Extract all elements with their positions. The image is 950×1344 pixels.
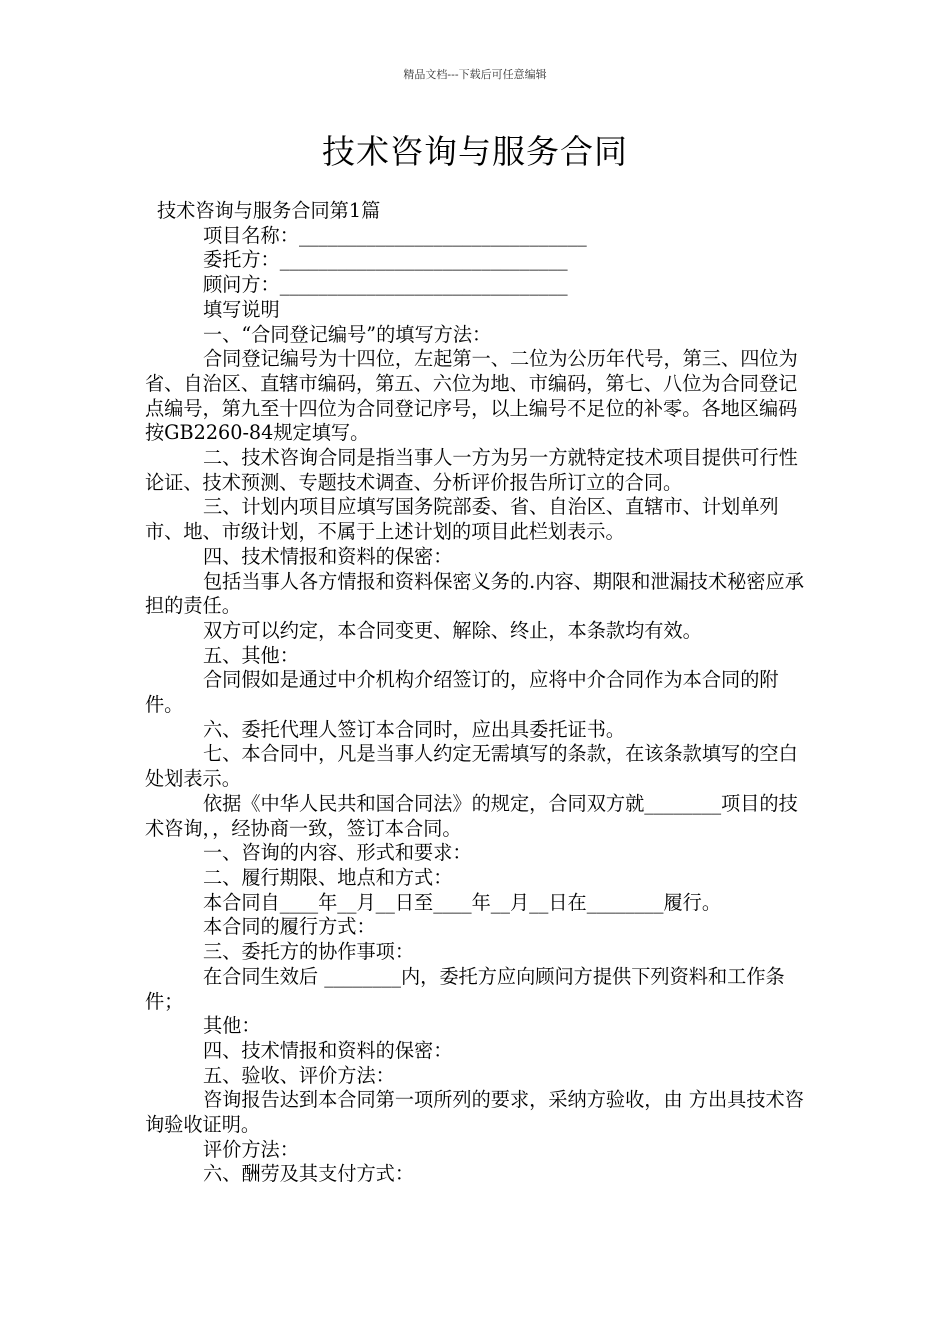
paragraph: 四、技术情报和资料的保密：	[203, 1038, 453, 1062]
field-blank: ______________________________	[279, 248, 568, 272]
paragraph: 填写说明	[203, 297, 280, 321]
paragraph: 本合同的履行方式：	[203, 915, 376, 939]
paragraph: 七、本合同中，凡是当事人约定无需填写的条款，在该条款填写的空白处划表示。	[145, 742, 798, 791]
field-consultant	[145, 273, 810, 298]
section-subtitle: 技术咨询与服务合同第1篇	[157, 199, 381, 222]
paragraph: 在合同生效后 ________内，委托方应向顾问方提供下列资料和工作条件；	[145, 964, 785, 1013]
field-label: 项目名称：	[203, 223, 299, 247]
paragraph: 五、其他：	[203, 643, 299, 667]
paragraph: 六、委托代理人签订本合同时，应出具委托证书。	[203, 717, 626, 741]
document-title: 技术咨询与服务合同	[322, 132, 628, 171]
field-blank: ______________________________	[279, 273, 568, 297]
document-body	[145, 199, 810, 1187]
paragraph: 包括当事人各方情报和资料保密义务的.内容、期限和泄漏技术秘密应承担的责任。	[145, 569, 804, 618]
paragraph: 一、咨询的内容、形式和要求：	[203, 841, 472, 865]
field-label: 顾问方：	[203, 273, 280, 297]
paragraph: 合同假如是通过中介机构介绍签订的，应将中介合同作为本合同的附件。	[145, 668, 779, 717]
field-blank: ______________________________	[298, 223, 587, 247]
paragraph: 三、委托方的协作事项：	[203, 940, 415, 964]
field-project-name	[145, 224, 810, 249]
paragraph: 依据《中华人民共和国合同法》的规定，合同双方就________项目的技术咨询，，经协商一致，签订本合同。	[145, 791, 798, 840]
paragraph: 六、酬劳及其支付方式：	[203, 1162, 415, 1186]
paragraph: 评价方法：	[203, 1137, 299, 1161]
paragraph: 一、“合同登记编号”的填写方法：	[203, 322, 492, 346]
paragraph: 本合同自____年__月__日至____年__月__日在________履行。	[203, 890, 722, 914]
field-label: 委托方：	[203, 248, 280, 272]
paragraph: 四、技术情报和资料的保密：	[203, 544, 453, 568]
paragraph: 二、技术咨询合同是指当事人一方为另一方就特定技术项目提供可行性论证、技术预测、专题技术调查、分析评价报告所订立的合同。	[145, 446, 798, 494]
paragraph: 双方可以约定，本合同变更、解除、终止，本条款均有效。	[203, 618, 702, 642]
field-client	[145, 248, 810, 273]
paragraph: 咨询报告达到本合同第一项所列的要求，采纳方验收，由 方出具技术咨询验收证明。	[145, 1088, 804, 1137]
paragraph: 其他：	[203, 1014, 261, 1038]
paragraph: 二、履行期限、地点和方式：	[203, 865, 453, 889]
page-header: 精品文档---下载后可任意编辑	[403, 68, 547, 81]
paragraph: 五、验收、评价方法：	[203, 1063, 395, 1087]
paragraph: 合同登记编号为十四位，左起第一、二位为公历年代号，第三、四位为省、自治区、直辖市编码，第五、六位为地、市编码，第七、八位为合同登记点编号，第九至十四位为合同登记序号，以上编号不足位的补零。各地区编码按GB2260-84规定填写。	[145, 347, 798, 445]
paragraph: 三、计划内项目应填写国务院部委、省、自治区、直辖市、计划单列市、地、市级计划，不属于上述计划的项目此栏划表示。	[145, 495, 779, 544]
